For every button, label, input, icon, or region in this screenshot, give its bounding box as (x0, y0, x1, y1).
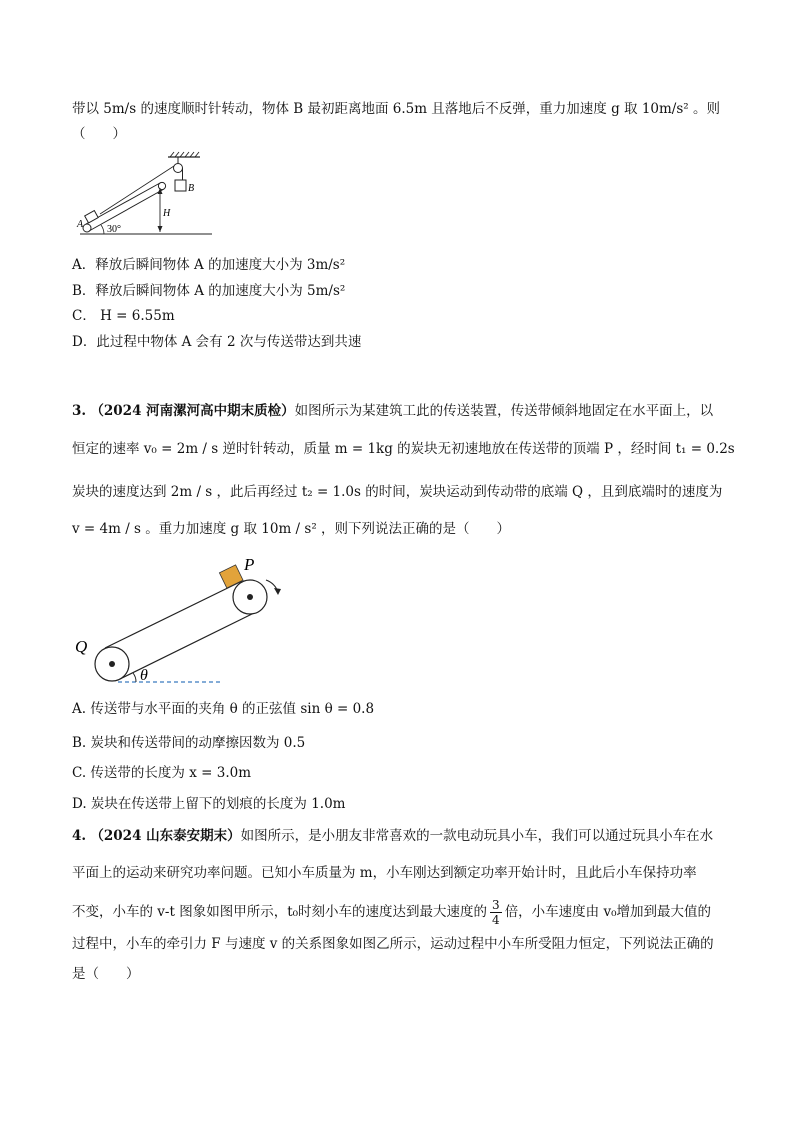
q2-label-a: A (77, 219, 84, 230)
q3-stem-line-1-text: 如图所示为某建筑工此的传送装置，传送带倾斜地固定在水平面上，以 (294, 403, 714, 419)
q4-stem-line-3 (72, 898, 711, 927)
q3-stem-line-1 (72, 401, 713, 421)
q2-option-c: C． H = 6.55m (72, 308, 175, 324)
q4-stem-line-5: 是（ ） (72, 966, 140, 982)
q2-label-angle: 30° (107, 224, 121, 235)
q3-label-theta: θ (140, 667, 148, 684)
q3-stem-line-3: 炭块的速度达到 2m / s ，此后再经过 t₂ = 1.0s 的时间，炭块运动到传动带的底端 Q ，且到底端时的速度为 (72, 484, 723, 500)
q2-option-a: A．释放后瞬间物体 A 的加速度大小为 3m/s² (72, 257, 346, 273)
q4-source: （2024 山东泰安期末） (90, 828, 241, 844)
q3-option-a: A. 传送带与水平面的夹角 θ 的正弦值 sin θ = 0.8 (72, 701, 375, 717)
q2-stem-line-2: （ ） (72, 126, 126, 142)
q2-figure-incline-pulley (76, 150, 216, 240)
q3-source: （2024 河南漯河高中期末质检） (90, 403, 295, 419)
q3-number: 3. (72, 403, 87, 419)
q2-option-d: D．此过程中物体 A 会有 2 次与传送带达到共速 (72, 334, 362, 350)
q4-stem-line-3-b: 倍，小车速度由 v₀增加到最大值的 (504, 904, 712, 920)
q3-stem-line-4: v = 4m / s 。重力加速度 g 取 10m / s² ，则下列说法正确的是（ ） (72, 521, 511, 537)
q4-stem-line-4: 过程中，小车的牵引力 F 与速度 v 的关系图象如图乙所示，运动过程中小车所受阻力恒定，下列说法正确的 (72, 936, 714, 952)
q4-number: 4. (72, 828, 87, 844)
q3-label-p: P (244, 555, 255, 574)
q4-stem-line-1 (72, 826, 713, 846)
q2-label-b: B (188, 183, 195, 194)
q3-stem-line-2: 恒定的速率 v₀ = 2m / s 逆时针转动，质量 m = 1kg 的炭块无初速地放在传送带的顶端 P ，经时间 t₁ = 0.2s (72, 441, 735, 457)
q2-option-b: B．释放后瞬间物体 A 的加速度大小为 5m/s² (72, 283, 346, 299)
q3-figure-conveyor (70, 552, 300, 687)
q2-label-h: H (163, 208, 171, 219)
q2-stem-line-1: 带以 5m/s 的速度顺时针转动，物体 B 最初距离地面 6.5m 且落地后不反弹，重力加速度 g 取 10m/s² 。则 (72, 101, 720, 117)
q4-stem-line-3-a: 不变，小车的 v-t 图象如图甲所示，t₀时刻小车的速度达到最大速度的 (72, 904, 488, 920)
q3-option-c: C. 传送带的长度为 x = 3.0m (72, 765, 252, 781)
q4-fraction-denominator: 4 (492, 913, 500, 927)
q4-stem-line-1-text: 如图所示，是小朋友非常喜欢的一款电动玩具小车，我们可以通过玩具小车在水 (240, 828, 714, 844)
q3-option-d: D. 炭块在传送带上留下的划痕的长度为 1.0m (72, 796, 346, 812)
q4-fraction (490, 898, 502, 927)
q4-stem-line-2: 平面上的运动来研究功率问题。已知小车质量为 m，小车刚达到额定功率开始计时，且此后小车保持功率 (72, 865, 697, 881)
q3-option-b: B. 炭块和传送带间的动摩擦因数为 0.5 (72, 735, 306, 751)
q3-label-q: Q (75, 637, 88, 656)
q4-fraction-numerator: 3 (492, 898, 500, 912)
